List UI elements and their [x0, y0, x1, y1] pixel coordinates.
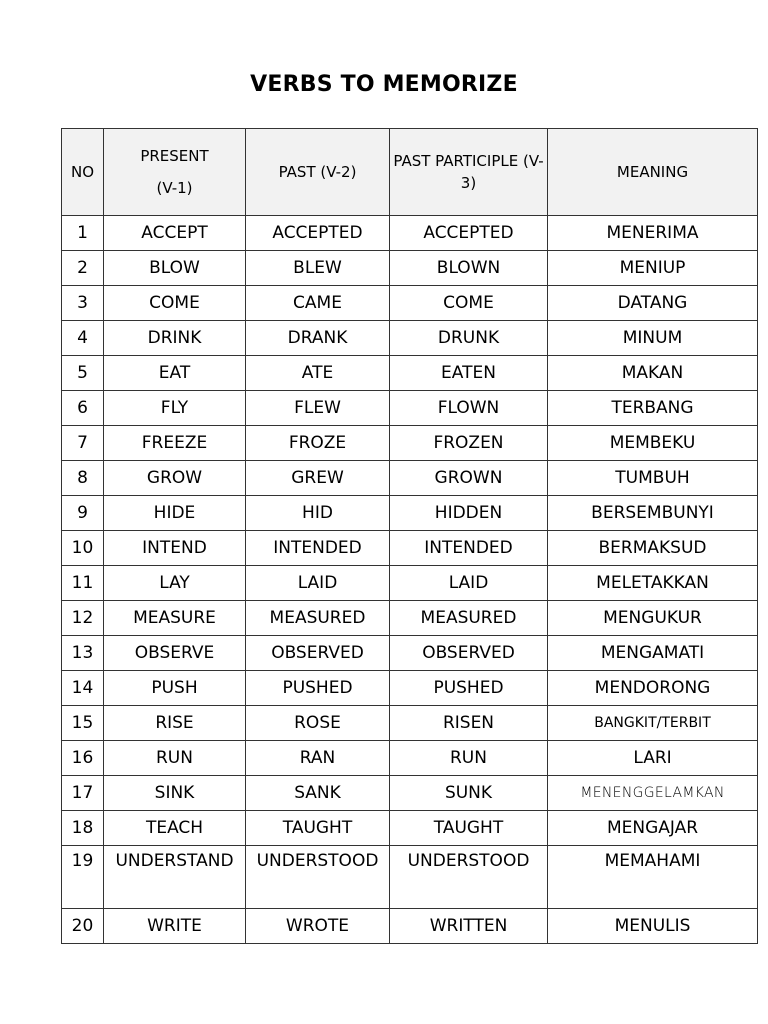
cell-past-participle: PUSHED [390, 671, 548, 706]
cell-meaning: TERBANG [548, 391, 758, 426]
table-row [62, 286, 758, 321]
cell-no: 17 [62, 776, 104, 811]
cell-present: RUN [104, 741, 246, 776]
cell-past-participle: BLOWN [390, 251, 548, 286]
header-meaning: MEANING [548, 129, 758, 216]
cell-past: ACCEPTED [246, 216, 390, 251]
cell-past: BLEW [246, 251, 390, 286]
cell-no: 5 [62, 356, 104, 391]
table-row [62, 391, 758, 426]
cell-no: 1 [62, 216, 104, 251]
table-row [62, 566, 758, 601]
cell-present: EAT [104, 356, 246, 391]
table-row [62, 601, 758, 636]
header-past: PAST (V-2) [246, 129, 390, 216]
cell-past-participle: INTENDED [390, 531, 548, 566]
cell-no: 7 [62, 426, 104, 461]
cell-past-participle: OBSERVED [390, 636, 548, 671]
cell-past: GREW [246, 461, 390, 496]
cell-past: INTENDED [246, 531, 390, 566]
cell-past: ROSE [246, 706, 390, 741]
cell-meaning: MAKAN [548, 356, 758, 391]
table-row [62, 426, 758, 461]
cell-no: 2 [62, 251, 104, 286]
table-row [62, 811, 758, 846]
cell-meaning: MENERIMA [548, 216, 758, 251]
cell-past-participle: GROWN [390, 461, 548, 496]
table-body [62, 216, 758, 944]
table-row [62, 216, 758, 251]
cell-present: LAY [104, 566, 246, 601]
cell-present: PUSH [104, 671, 246, 706]
cell-present: UNDERSTAND [104, 846, 246, 909]
header-present [104, 129, 246, 216]
cell-present: RISE [104, 706, 246, 741]
cell-past-participle: SUNK [390, 776, 548, 811]
cell-meaning: MINUM [548, 321, 758, 356]
table-row [62, 671, 758, 706]
header-present-line2: (V-1) [156, 179, 193, 197]
cell-meaning: BERMAKSUD [548, 531, 758, 566]
cell-past-participle: LAID [390, 566, 548, 601]
table-row [62, 356, 758, 391]
cell-no: 12 [62, 601, 104, 636]
header-no: NO [62, 129, 104, 216]
table-row [62, 909, 758, 944]
table-row [62, 531, 758, 566]
cell-meaning: MENGAJAR [548, 811, 758, 846]
cell-past: SANK [246, 776, 390, 811]
table-row [62, 636, 758, 671]
cell-meaning: MEMBEKU [548, 426, 758, 461]
table-row [62, 251, 758, 286]
cell-no: 11 [62, 566, 104, 601]
cell-present: HIDE [104, 496, 246, 531]
cell-past-participle: RISEN [390, 706, 548, 741]
cell-past-participle: UNDERSTOOD [390, 846, 548, 909]
page-title: VERBS TO MEMORIZE [250, 72, 518, 97]
table-row [62, 846, 758, 909]
cell-present: ACCEPT [104, 216, 246, 251]
cell-present: FLY [104, 391, 246, 426]
cell-no: 18 [62, 811, 104, 846]
cell-past: HID [246, 496, 390, 531]
cell-past-participle: EATEN [390, 356, 548, 391]
cell-past: MEASURED [246, 601, 390, 636]
cell-meaning: DATANG [548, 286, 758, 321]
cell-no: 3 [62, 286, 104, 321]
cell-present: FREEZE [104, 426, 246, 461]
cell-past-participle: RUN [390, 741, 548, 776]
cell-past-participle: TAUGHT [390, 811, 548, 846]
cell-past-participle: ACCEPTED [390, 216, 548, 251]
cell-no: 4 [62, 321, 104, 356]
cell-no: 15 [62, 706, 104, 741]
cell-past-participle: COME [390, 286, 548, 321]
header-present-line1: PRESENT [140, 147, 209, 165]
table-row [62, 741, 758, 776]
cell-meaning: MENGUKUR [548, 601, 758, 636]
cell-past-participle: FROZEN [390, 426, 548, 461]
cell-meaning: MENENGGELAMKAN [548, 776, 758, 811]
cell-no: 6 [62, 391, 104, 426]
cell-past: FROZE [246, 426, 390, 461]
cell-past: OBSERVED [246, 636, 390, 671]
cell-present: INTEND [104, 531, 246, 566]
cell-no: 13 [62, 636, 104, 671]
cell-meaning: BANGKIT/TERBIT [548, 706, 758, 741]
cell-present: WRITE [104, 909, 246, 944]
cell-meaning: BERSEMBUNYI [548, 496, 758, 531]
cell-past: DRANK [246, 321, 390, 356]
cell-present: TEACH [104, 811, 246, 846]
cell-meaning: MEMAHAMI [548, 846, 758, 909]
cell-meaning: LARI [548, 741, 758, 776]
cell-no: 9 [62, 496, 104, 531]
cell-no: 19 [62, 846, 104, 909]
cell-past-participle: MEASURED [390, 601, 548, 636]
cell-present: BLOW [104, 251, 246, 286]
cell-present: COME [104, 286, 246, 321]
cell-meaning: MENULIS [548, 909, 758, 944]
cell-past: FLEW [246, 391, 390, 426]
cell-no: 8 [62, 461, 104, 496]
cell-past: WROTE [246, 909, 390, 944]
cell-past: ATE [246, 356, 390, 391]
cell-past: PUSHED [246, 671, 390, 706]
table-row [62, 461, 758, 496]
cell-past: UNDERSTOOD [246, 846, 390, 909]
table-row [62, 321, 758, 356]
table-row [62, 776, 758, 811]
cell-past: TAUGHT [246, 811, 390, 846]
verbs-table [61, 128, 758, 944]
table-row [62, 496, 758, 531]
cell-meaning: MELETAKKAN [548, 566, 758, 601]
cell-present: DRINK [104, 321, 246, 356]
cell-no: 16 [62, 741, 104, 776]
cell-meaning: MENIUP [548, 251, 758, 286]
table-row [62, 706, 758, 741]
cell-no: 10 [62, 531, 104, 566]
cell-meaning: MENDORONG [548, 671, 758, 706]
cell-no: 14 [62, 671, 104, 706]
cell-past: CAME [246, 286, 390, 321]
cell-past-participle: DRUNK [390, 321, 548, 356]
cell-past-participle: HIDDEN [390, 496, 548, 531]
cell-present: GROW [104, 461, 246, 496]
cell-meaning: MENGAMATI [548, 636, 758, 671]
table-header-row [62, 129, 758, 216]
cell-past: LAID [246, 566, 390, 601]
cell-present: OBSERVE [104, 636, 246, 671]
cell-present: MEASURE [104, 601, 246, 636]
header-past-participle: PAST PARTICIPLE (V-3) [390, 129, 548, 216]
cell-present: SINK [104, 776, 246, 811]
cell-no: 20 [62, 909, 104, 944]
cell-past: RAN [246, 741, 390, 776]
cell-meaning: TUMBUH [548, 461, 758, 496]
cell-past-participle: WRITTEN [390, 909, 548, 944]
cell-past-participle: FLOWN [390, 391, 548, 426]
